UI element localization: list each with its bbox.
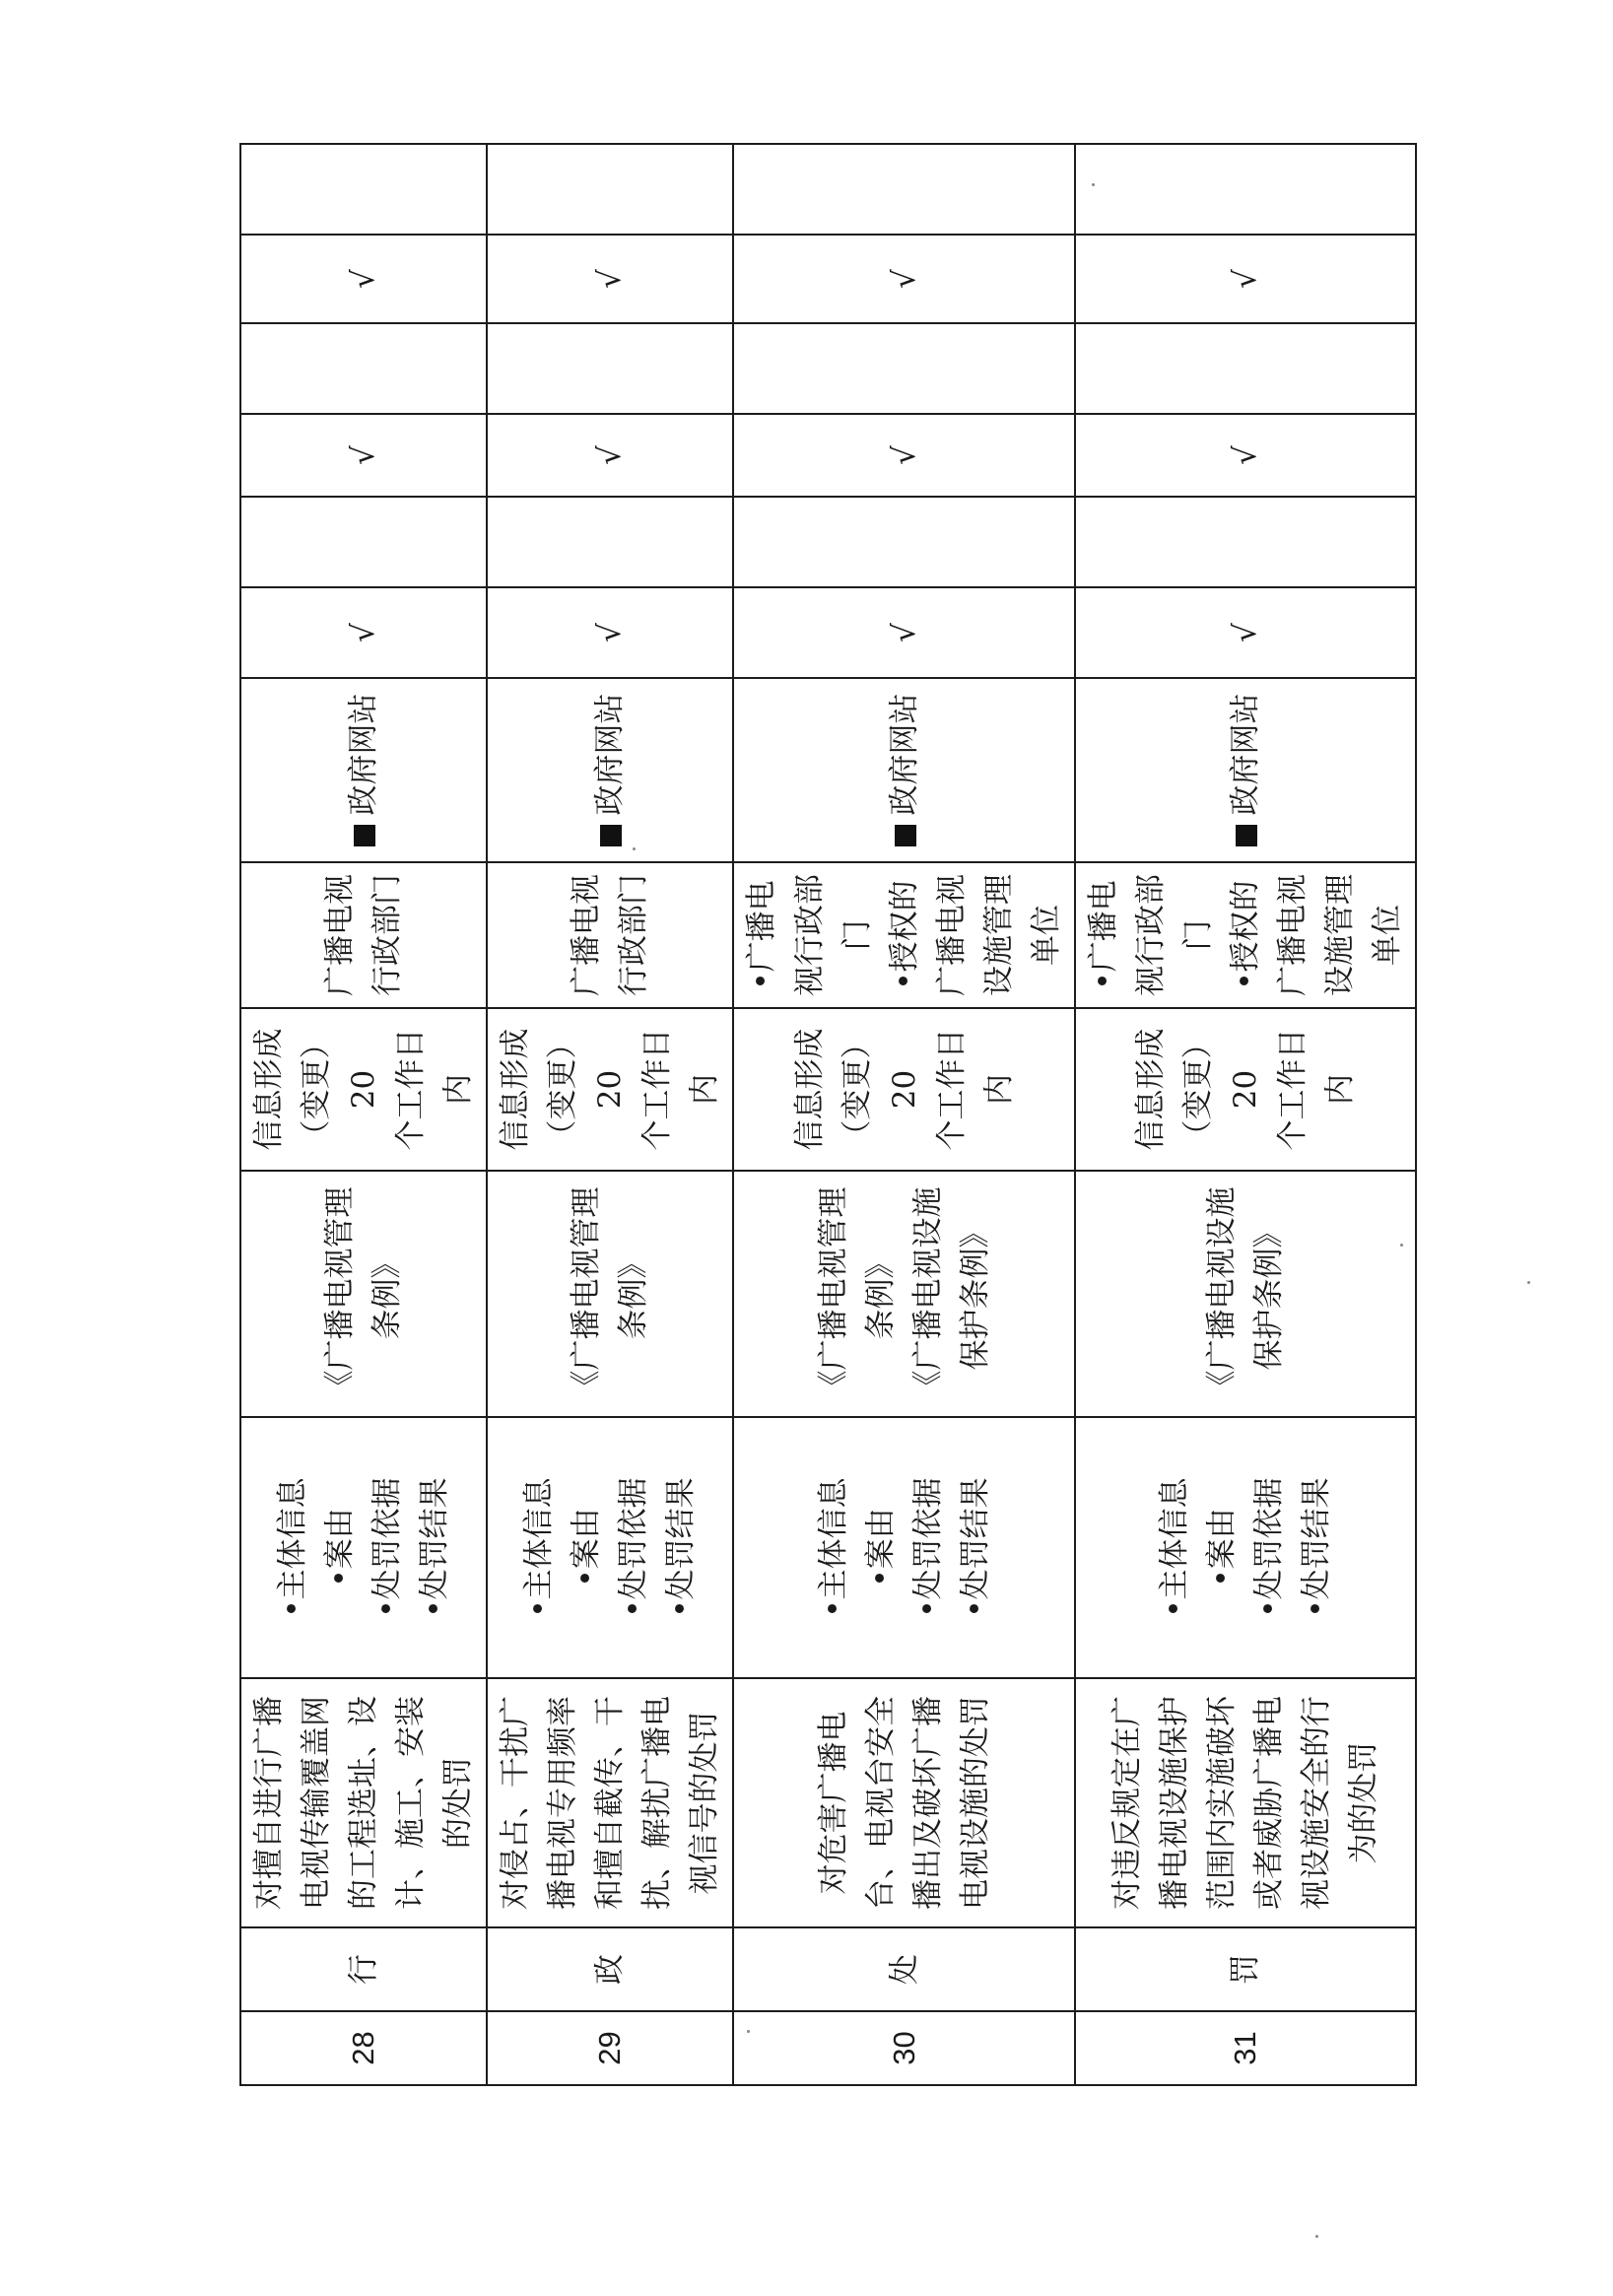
table-row — [240, 144, 487, 2085]
basis-line: 《广播电视管理条例》 — [322, 1186, 406, 1401]
matter-cell: 对侵占、干扰广播电视专用频率和擅自截传、干扰、解扰广播电视信号的处罚 — [487, 1678, 733, 1927]
mark-cell — [1075, 497, 1416, 587]
content-line: •案由 — [862, 1508, 899, 1587]
mark-cell: √ — [487, 587, 733, 678]
subject-line: •授权的广播电视设施管理单位 — [1227, 874, 1406, 996]
basis-line: 《广播电视设施保护条例》 — [909, 1186, 993, 1401]
category-cell: 行 — [240, 1927, 487, 2011]
channel-cell — [1075, 678, 1416, 862]
channel-cell — [733, 678, 1074, 862]
row-number: 30 — [733, 2011, 1074, 2085]
time-limit-cell — [733, 1008, 1074, 1171]
time-line: 信息形成 — [791, 1028, 828, 1151]
content-line: •案由 — [569, 1508, 605, 1587]
mark-cell — [733, 144, 1074, 235]
mark-cell: √ — [1075, 235, 1416, 323]
checkbox-filled-icon — [895, 826, 916, 847]
channel-cell — [240, 678, 487, 862]
time-line: （变更）20 — [545, 1028, 629, 1151]
subject-cell — [487, 862, 733, 1008]
mark-cell — [733, 497, 1074, 587]
mark-cell — [1075, 144, 1416, 235]
time-line: 信息形成 — [1132, 1028, 1169, 1151]
time-line: 信息形成 — [498, 1028, 534, 1151]
channel-label: 政府网站 — [886, 693, 922, 816]
time-line: （变更）20 — [839, 1028, 922, 1151]
content-line: •案由 — [1203, 1508, 1240, 1587]
subject-cell — [733, 862, 1074, 1008]
time-line: 个工作日 — [1274, 1028, 1311, 1151]
channel-label: 政府网站 — [1227, 693, 1263, 816]
rotated-page-content — [239, 194, 1406, 2086]
mark-cell: √ — [240, 414, 487, 497]
row-number: 29 — [487, 2011, 733, 2085]
matter-cell: 对危害广播电台、电视台安全播出及破坏广播电视设施的处罚 — [733, 1678, 1074, 1927]
mark-cell: √ — [733, 235, 1074, 323]
time-limit-cell — [487, 1008, 733, 1171]
content-line: •主体信息 — [1156, 1477, 1192, 1618]
table-row — [1075, 144, 1416, 2085]
subject-line: •广播电视行政部门 — [1085, 874, 1216, 996]
time-line: 个工作日 — [933, 1028, 970, 1151]
matter-cell: 对擅自进行广播电视传输覆盖网的工程选址、设计、施工、安装的处罚 — [240, 1678, 487, 1927]
channel-cell — [487, 678, 733, 862]
content-line: •处罚结果 — [417, 1477, 453, 1618]
mark-cell: √ — [487, 414, 733, 497]
row-number: 31 — [1075, 2011, 1416, 2085]
content-cell — [733, 1417, 1074, 1678]
time-line: 信息形成 — [251, 1028, 287, 1151]
subject-cell — [1075, 862, 1416, 1008]
time-line: （变更）20 — [299, 1028, 382, 1151]
checkbox-filled-icon — [354, 826, 375, 847]
channel-label: 政府网站 — [592, 693, 629, 816]
basis-line: 《广播电视管理条例》 — [815, 1186, 899, 1401]
time-limit-cell — [1075, 1008, 1416, 1171]
time-limit-cell — [240, 1008, 487, 1171]
content-line: •处罚依据 — [370, 1477, 406, 1618]
subject-line: 广播电视 — [569, 874, 605, 996]
basis-cell — [240, 1171, 487, 1417]
category-cell: 罚 — [1075, 1927, 1416, 2011]
channel-label: 政府网站 — [346, 693, 382, 816]
subject-line: 广播电视 — [322, 874, 359, 996]
content-cell — [487, 1417, 733, 1678]
mark-cell: √ — [733, 414, 1074, 497]
content-line: •处罚依据 — [616, 1477, 652, 1618]
subject-line: 行政部门 — [370, 874, 406, 996]
basis-cell — [1075, 1171, 1416, 1417]
table-row — [487, 144, 733, 2085]
checkbox-filled-icon — [1236, 826, 1257, 847]
matter-cell: 对违反规定在广播电视设施保护范围内实施破坏或者威胁广播电视设施安全的行为的处罚 — [1075, 1678, 1416, 1927]
mark-cell — [240, 144, 487, 235]
time-line: 内 — [440, 1074, 477, 1105]
basis-line: 《广播电视设施保护条例》 — [1203, 1186, 1287, 1401]
content-line: •主体信息 — [521, 1477, 558, 1618]
subject-cell — [240, 862, 487, 1008]
content-line: •处罚结果 — [663, 1477, 700, 1618]
subject-line: •授权的广播电视设施管理单位 — [886, 874, 1064, 996]
content-line: •案由 — [322, 1508, 359, 1587]
disclosure-table — [239, 143, 1417, 2086]
mark-cell — [1075, 323, 1416, 414]
mark-cell — [240, 323, 487, 414]
mark-cell: √ — [240, 587, 487, 678]
category-cell: 政 — [487, 1927, 733, 2011]
content-line: •处罚结果 — [957, 1477, 993, 1618]
time-line: 内 — [1322, 1074, 1359, 1105]
content-line: •主体信息 — [275, 1477, 311, 1618]
row-number: 28 — [240, 2011, 487, 2085]
mark-cell — [733, 323, 1074, 414]
basis-cell — [733, 1171, 1074, 1417]
content-line: •处罚依据 — [909, 1477, 946, 1618]
mark-cell — [487, 323, 733, 414]
time-line: 个工作日 — [393, 1028, 430, 1151]
time-line: 内 — [980, 1074, 1017, 1105]
mark-cell: √ — [1075, 587, 1416, 678]
mark-cell: √ — [1075, 414, 1416, 497]
mark-cell — [240, 497, 487, 587]
content-cell — [240, 1417, 487, 1678]
category-cell: 处 — [733, 1927, 1074, 2011]
basis-cell — [487, 1171, 733, 1417]
content-line: •处罚结果 — [1299, 1477, 1334, 1618]
time-line: （变更）20 — [1179, 1028, 1263, 1151]
mark-cell — [487, 144, 733, 235]
basis-line: 《广播电视管理条例》 — [569, 1186, 652, 1401]
mark-cell: √ — [733, 587, 1074, 678]
subject-line: 行政部门 — [616, 874, 652, 996]
checkbox-filled-icon — [600, 826, 622, 847]
content-line: •处罚依据 — [1250, 1477, 1287, 1618]
time-line: 个工作日 — [639, 1028, 676, 1151]
mark-cell — [487, 497, 733, 587]
content-line: •主体信息 — [815, 1477, 851, 1618]
mark-cell: √ — [487, 235, 733, 323]
mark-cell: √ — [240, 235, 487, 323]
content-cell — [1075, 1417, 1416, 1678]
time-line: 内 — [687, 1074, 723, 1105]
subject-line: •广播电视行政部门 — [744, 874, 875, 996]
table-row — [733, 144, 1074, 2085]
